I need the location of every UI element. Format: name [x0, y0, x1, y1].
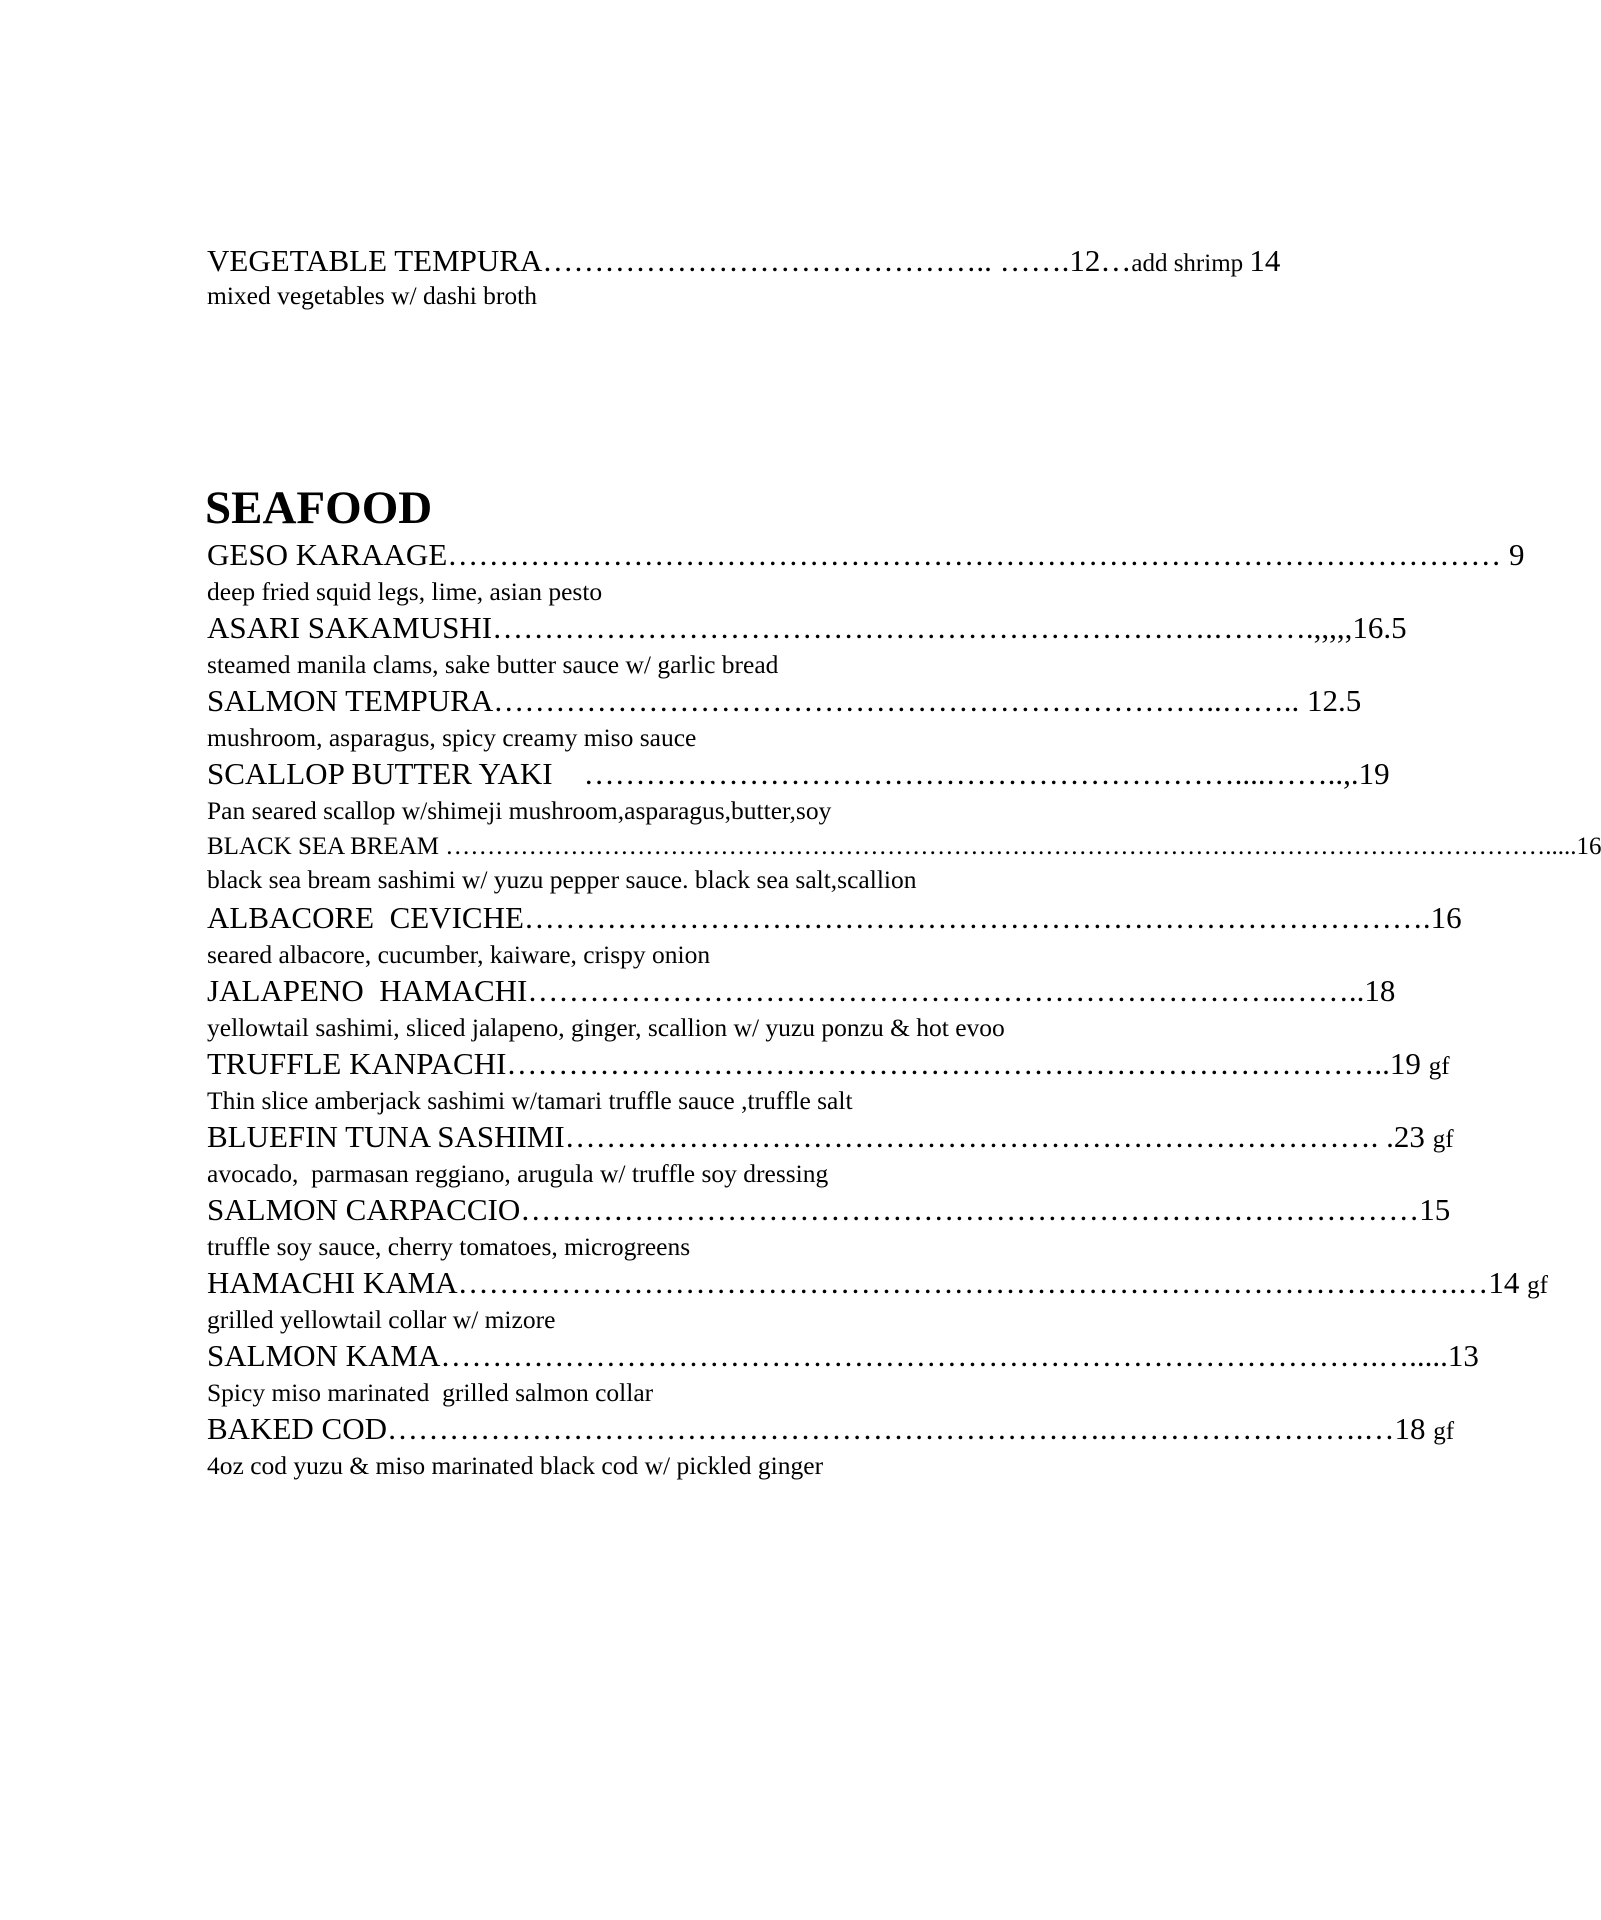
gluten-free-badge: gf: [1527, 1272, 1548, 1299]
menu-item-description: grilled yellowtail collar w/ mizore: [207, 1305, 556, 1334]
menu-item-line: VEGETABLE TEMPURA…………………………………….. …….12…: [207, 243, 1132, 278]
menu-item-description: steamed manila clams, sake butter sauce w/ garlic bread: [207, 650, 779, 679]
menu-item-line: [207, 900, 1462, 936]
gluten-free-badge: gf: [1428, 1053, 1450, 1080]
menu-item-description: yellowtail sashimi, sliced jalapeno, ginger, scallion w/ yuzu ponzu & hot evoo: [207, 1013, 1005, 1042]
menu-item-line: [207, 537, 1525, 573]
menu-item-line: [207, 832, 1601, 862]
menu-item-name-vegetable-tempura: [207, 243, 1280, 282]
addon-label: add shrimp: [1131, 250, 1250, 277]
menu-item-description: black sea bream sashimi w/ yuzu pepper sauce. black sea salt,scallion: [207, 865, 917, 894]
addon-price: 14: [1249, 243, 1281, 278]
menu-item-description: Pan seared scallop w/shimeji mushroom,asparagus,butter,soy: [207, 796, 832, 825]
menu-item-name-price: SALMON CARPACCIO……………………………………………………………………………15: [207, 1192, 1451, 1227]
menu-item-name-price: SALMON TEMPURA……………………………………………………………..…….. 12.5: [207, 683, 1362, 718]
menu-item-line: [207, 973, 1395, 1009]
menu-item-name-price: BLACK SEA BREAM …………………………………………………………………………………………………………………….....16: [207, 833, 1601, 860]
menu-item-line: [207, 1338, 1479, 1374]
menu-item-line: [207, 1119, 1454, 1158]
menu-item-description: deep fried squid legs, lime, asian pesto: [207, 577, 603, 606]
menu-item-description: seared albacore, cucumber, kaiware, crispy onion: [207, 940, 711, 969]
menu-item-name-price: SALMON KAMA……………………………………………………………………………….….....13: [207, 1338, 1479, 1373]
menu-item-description: mixed vegetables w/ dashi broth: [207, 281, 538, 310]
menu-item-name-price: GESO KARAAGE………………………………………………………………………………………… 9: [207, 537, 1525, 572]
menu-item-line: [207, 1265, 1548, 1304]
menu-item-name-price: JALAPENO HAMACHI………………………………………………………………..……..18: [207, 973, 1396, 1008]
menu-item-description: Thin slice amberjack sashimi w/tamari truffle sauce ,truffle salt: [207, 1086, 853, 1115]
menu-item-name-price: ALBACORE CEVICHE…………………………………………………………………………….16: [207, 900, 1462, 935]
menu-item-line: [207, 610, 1407, 646]
menu-item-name-price: BLUEFIN TUNA SASHIMI……………………………………………………………………. .23: [207, 1119, 1433, 1154]
menu-item-name-price: SCALLOP BUTTER YAKI ………………………………………………………....……..,.19: [207, 756, 1390, 791]
menu-item-name-price: HAMACHI KAMA…………………………………………………………………………………….…14: [207, 1265, 1528, 1300]
menu-item-name-price: TRUFFLE KANPACHI…………………………………………………………………………..19: [207, 1046, 1429, 1081]
menu-item-line: [207, 1411, 1454, 1450]
menu-item-line: [207, 1046, 1450, 1085]
gluten-free-badge: gf: [1432, 1126, 1454, 1153]
menu-item-description: truffle soy sauce, cherry tomatoes, microgreens: [207, 1232, 691, 1261]
menu-item-name-price: ASARI SAKAMUSHI…………………………………………………………….……….,,,,,16.5: [207, 610, 1407, 645]
menu-item-description: Spicy miso marinated grilled salmon collar: [207, 1378, 654, 1407]
menu-item-description: avocado, parmasan reggiano, arugula w/ truffle soy dressing: [207, 1159, 829, 1188]
section-heading-seafood: SEAFOOD: [205, 482, 433, 534]
menu-item-line: [207, 683, 1361, 719]
menu-item-line: [207, 1192, 1450, 1228]
menu-item-description: mushroom, asparagus, spicy creamy miso sauce: [207, 723, 697, 752]
menu-item-description: 4oz cod yuzu & miso marinated black cod w/ pickled ginger: [207, 1451, 824, 1480]
menu-item-line: [207, 756, 1390, 792]
gluten-free-badge: gf: [1433, 1418, 1455, 1445]
menu-item-name-price: BAKED COD…………………………………………………………….…………………….…18: [207, 1411, 1434, 1446]
